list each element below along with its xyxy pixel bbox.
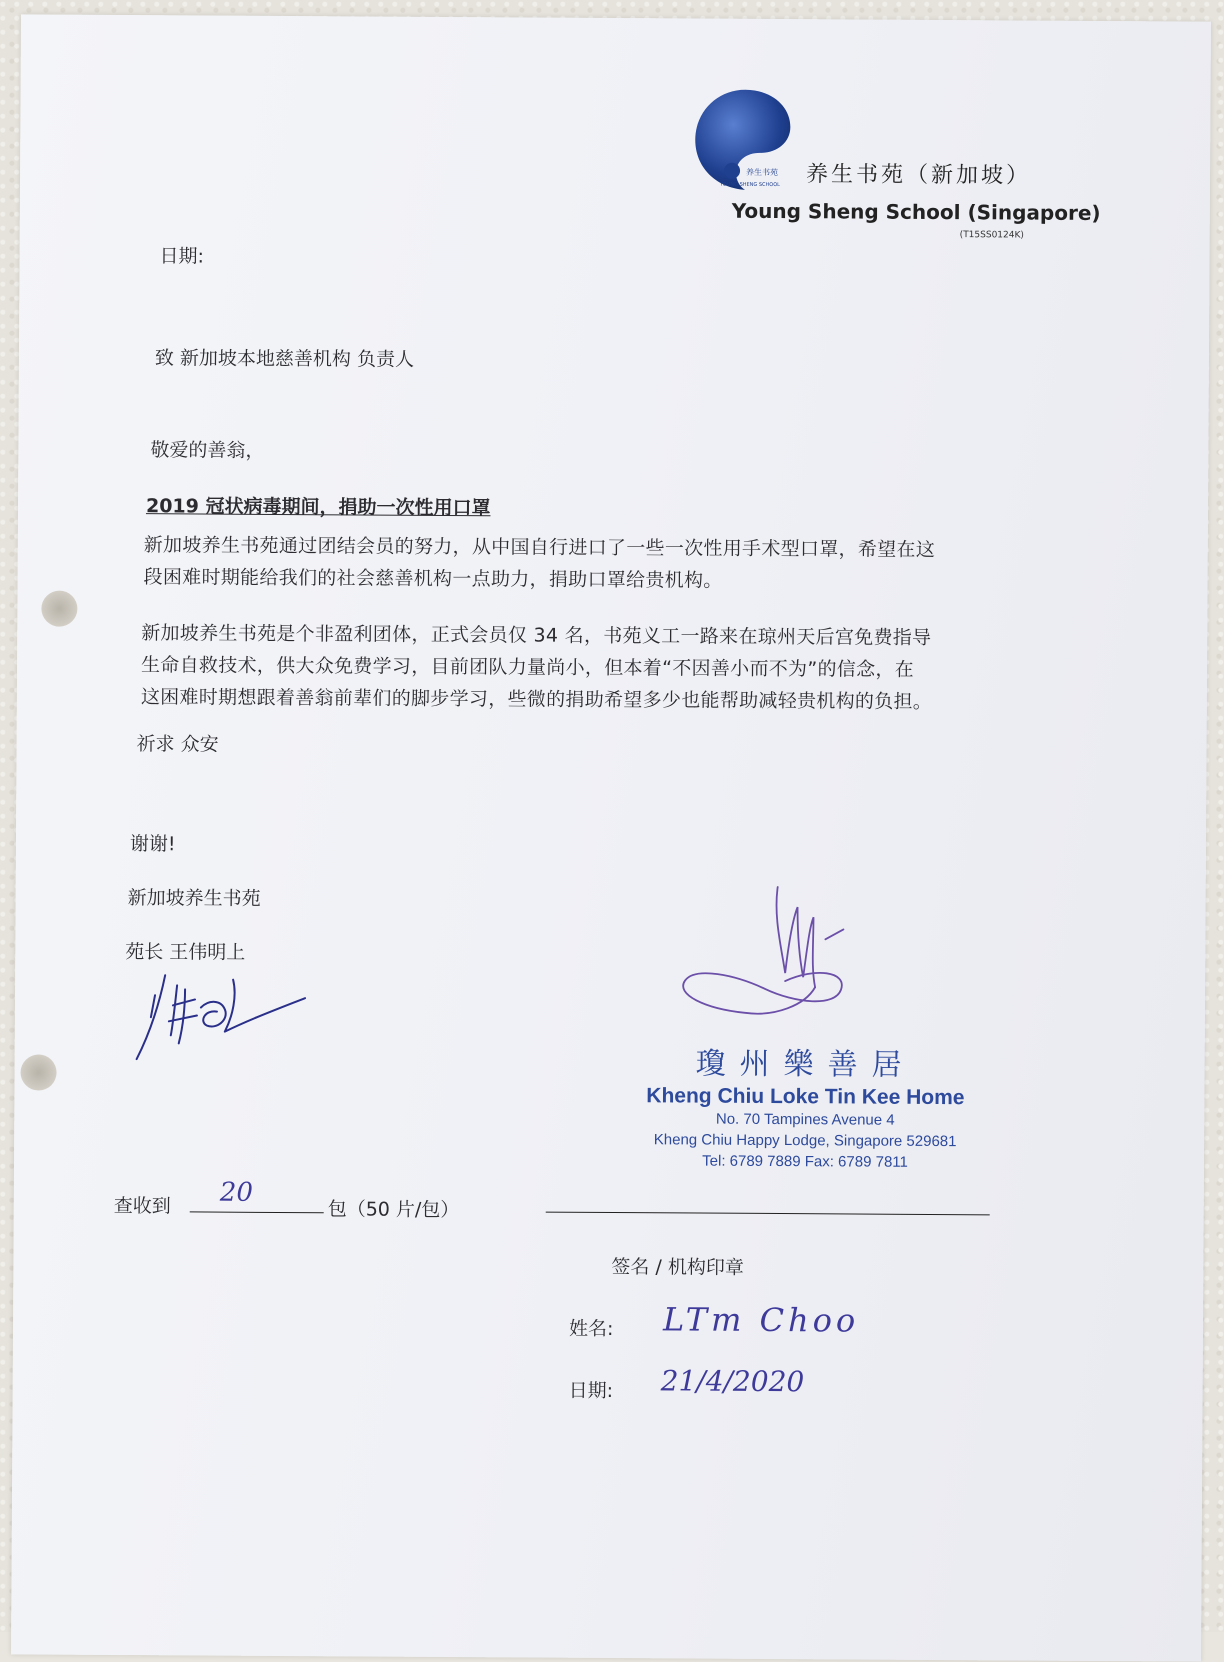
recipient-line: 致 新加坡本地慈善机构 负责人 bbox=[154, 347, 415, 371]
school-logo-icon bbox=[690, 84, 801, 195]
date-label: 日期: bbox=[159, 245, 205, 268]
stamp-name-english: Kheng Chiu Loke Tin Kee Home bbox=[646, 1084, 965, 1110]
stamp-address-line: No. 70 Tampines Avenue 4 bbox=[715, 1110, 895, 1129]
salutation: 敬爱的善翁， bbox=[150, 439, 265, 462]
sender-signature bbox=[129, 955, 320, 1066]
letter-subject: 2019 冠状病毒期间，捐助一次性用口罩 bbox=[145, 495, 491, 520]
receipt-date-handwritten: 21/4/2020 bbox=[660, 1364, 805, 1399]
registration-number: (T15SS0124K) bbox=[959, 230, 1024, 241]
stamp-name-chinese: 瓊州樂善居 bbox=[695, 1046, 916, 1083]
blessing-line: 祈求 众安 bbox=[136, 733, 219, 756]
paragraph-two-line: 新加坡养生书苑是个非盈利团体，正式会员仅 34 名，书苑义工一路来在琼州天后宫免费指导 bbox=[141, 622, 932, 649]
thanks-line: 谢谢! bbox=[129, 833, 176, 856]
school-name-chinese: 养生书苑（新加坡） bbox=[805, 162, 1032, 189]
paragraph-one-line: 新加坡养生书苑通过团结会员的努力，从中国自行进口了一些一次性用手术型口罩，希望在这 bbox=[143, 534, 936, 561]
received-label: 查收到 bbox=[113, 1194, 171, 1218]
letter-paper bbox=[11, 14, 1211, 1661]
sender-name: 苑长 王伟明上 bbox=[125, 941, 246, 964]
paragraph-one bbox=[143, 529, 935, 598]
quantity-unit: 包（50 片/包） bbox=[327, 1198, 460, 1222]
paragraph-one-line: 段困难时期能给我们的社会慈善机构一点助力，捐助口罩给贵机构。 bbox=[143, 566, 723, 592]
paragraph-two bbox=[141, 617, 933, 718]
paragraph-two-line: 这困难时期想跟着善翁前辈们的脚步学习，些微的捐助希望多少也能帮助减轻贵机构的负担。 bbox=[140, 686, 933, 713]
receiver-signature bbox=[665, 876, 866, 1027]
svg-text:YOUNG SHENG SCHOOL: YOUNG SHENG SCHOOL bbox=[719, 181, 780, 189]
svg-text:养生书苑: 养生书苑 bbox=[746, 167, 779, 178]
receipt-date-label: 日期: bbox=[568, 1379, 614, 1403]
signature-label: 签名 / 机构印章 bbox=[611, 1256, 744, 1279]
sender-organization: 新加坡养生书苑 bbox=[127, 887, 261, 910]
organization-stamp bbox=[620, 1038, 991, 1171]
stamp-phone: Tel: 6789 7889 Fax: 6789 7811 bbox=[702, 1152, 908, 1171]
quantity-underline bbox=[190, 1211, 324, 1213]
receiver-name-handwritten: LTm Choo bbox=[662, 1300, 860, 1340]
punch-hole-upper bbox=[41, 591, 77, 627]
stamp-address-line: Kheng Chiu Happy Lodge, Singapore 529681 bbox=[653, 1131, 957, 1151]
quantity-handwritten: 20 bbox=[219, 1177, 254, 1208]
punch-hole-lower bbox=[20, 1054, 56, 1090]
signature-line bbox=[546, 1212, 990, 1216]
paragraph-two-line: 生命自救技术，供大众免费学习，目前团队力量尚小，但本着“不因善小而不为”的信念，在 bbox=[140, 654, 915, 681]
receiver-name-label: 姓名: bbox=[568, 1317, 614, 1341]
school-name-english: Young Sheng School (Singapore) bbox=[731, 198, 1101, 225]
